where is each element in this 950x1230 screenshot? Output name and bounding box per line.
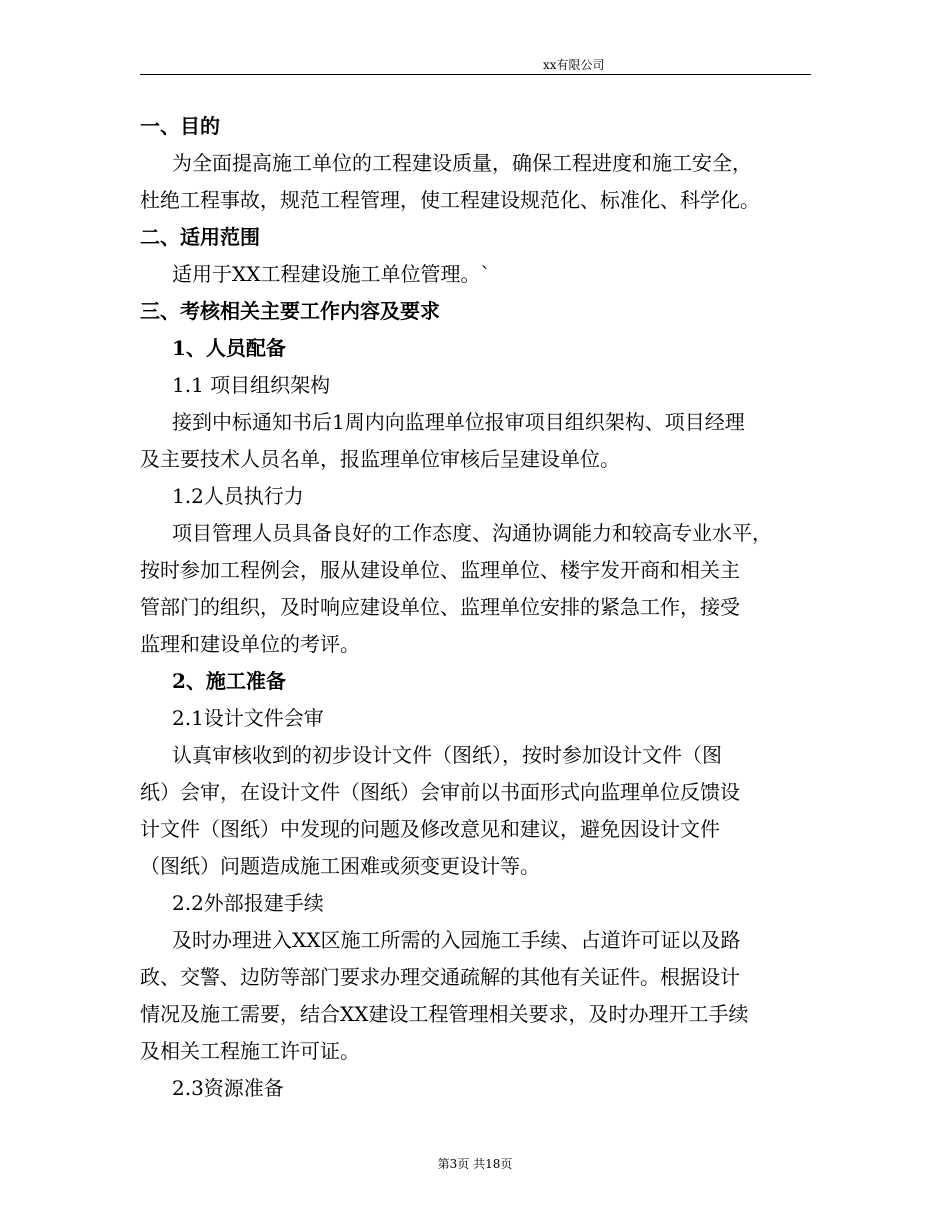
paragraph-line: 监理和建设单位的考评。 [140,632,360,656]
page-number: 第3页 共18页 [437,1157,513,1171]
paragraph-line: 项目管理人员具备良好的工作态度、沟通协调能力和较高专业水平， [172,521,772,545]
paragraph-line: 管部门的组织，及时响应建设单位、监理单位安排的紧急工作，接受 [140,595,740,619]
paragraph-line: 及相关工程施工许可证。 [140,1039,360,1063]
section-title-purpose: 一、目的 [140,114,220,138]
paragraph-line: 为全面提高施工单位的工程建设质量，确保工程进度和施工安全， [172,151,752,175]
paragraph-line: （图纸）问题造成施工困难或须变更设计等。 [140,854,540,878]
paragraph-line: 计文件（图纸）中发现的问题及修改意见和建议，避免因设计文件 [140,817,720,841]
item-title-resource-prep: 2.3资源准备 [172,1076,284,1100]
header-company-name: xx有限公司 [543,58,605,72]
page-footer [0,1157,950,1171]
page-header [140,58,811,75]
item-title-design-review: 2.1设计文件会审 [172,706,324,730]
section-title-requirements: 三、考核相关主要工作内容及要求 [140,299,440,323]
item-title-external-permits: 2.2外部报建手续 [172,891,324,915]
item-title-org-structure: 1.1 项目组织架构 [172,373,331,397]
subsection-title-preparation: 2、施工准备 [172,669,286,693]
paragraph-line: 政、交警、边防等部门要求办理交通疏解的其他有关证件。根据设计 [140,965,740,989]
paragraph-line: 纸）会审，在设计文件（图纸）会审前以书面形式向监理单位反馈设 [140,780,740,804]
paragraph-line: 认真审核收到的初步设计文件（图纸），按时参加设计文件（图 [172,743,722,767]
subsection-title-staffing: 1、人员配备 [172,336,286,360]
item-title-staff-execution: 1.2人员执行力 [172,484,304,508]
document-body [140,108,812,1107]
paragraph-line: 杜绝工程事故，规范工程管理，使工程建设规范化、标准化、科学化。 [140,188,760,212]
paragraph-line: 接到中标通知书后1周内向监理单位报审项目组织架构、项目经理 [172,410,745,434]
paragraph-line: 适用于XX工程建设施工单位管理。` [172,262,491,286]
paragraph-line: 情况及施工需要，结合XX建设工程管理相关要求，及时办理开工手续 [140,1002,749,1026]
section-title-scope: 二、适用范围 [140,225,260,249]
paragraph-line: 按时参加工程例会，服从建设单位、监理单位、楼宇发开商和相关主 [140,558,740,582]
paragraph-line: 及主要技术人员名单，报监理单位审核后呈建设单位。 [140,447,620,471]
paragraph-line: 及时办理进入XX区施工所需的入园施工手续、占道许可证以及路 [172,928,741,952]
